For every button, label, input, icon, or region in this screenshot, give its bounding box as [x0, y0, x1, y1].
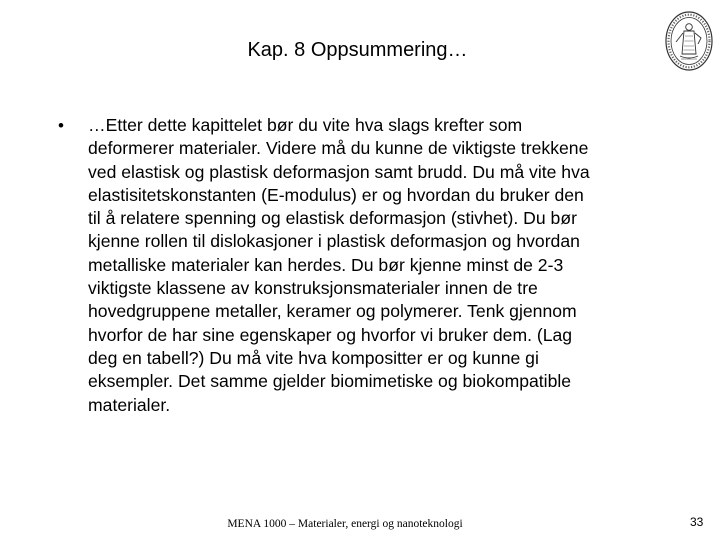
summary-line: ved elastisk og plastisk deformasjon samt brudd. Du må vite hva: [88, 161, 590, 182]
summary-line: hovedgruppene metaller, keramer og polymerer. Tenk gjennom: [88, 301, 577, 322]
summary-line: materialer.: [88, 394, 171, 415]
page-number: 33: [690, 515, 704, 529]
university-seal-icon: [664, 10, 714, 72]
summary-line: viktigste klassene av konstruksjonsmaterialer innen de tre: [88, 278, 538, 299]
summary-line: metalliske materialer kan herdes. Du bør kjenne minst de 2-3: [88, 254, 564, 275]
summary-line: til å relatere spenning og elastisk deformasjon (stivhet). Du bør: [88, 208, 577, 229]
summary-line: hvorfor de har sine egenskaper og hvorfor vi bruker dem. (Lag: [88, 324, 573, 345]
summary-line: elastisitetskonstanten (E-modulus) er og hvordan du bruker den: [88, 184, 584, 205]
summary-line: eksempler. Det samme gjelder biomimetiske og biokompatible: [88, 371, 572, 392]
summary-line: deg en tabell?) Du må vite hva kompositter er og kunne gi: [88, 347, 539, 368]
summary-line: …Etter dette kapittelet bør du vite hva slags krefter som: [88, 115, 523, 135]
slide-footer: MENA 1000 – Materialer, energi og nanoteknologi: [227, 518, 463, 530]
summary-paragraph: [88, 114, 663, 417]
summary-line: deformerer materialer. Videre må du kunne de viktigste trekkene: [88, 138, 589, 159]
slide-title: Kap. 8 Oppsummering…: [247, 39, 468, 61]
bullet-marker: •: [58, 116, 64, 135]
summary-line: kjenne rollen til dislokasjoner i plastisk deformasjon og hvordan: [88, 231, 580, 252]
